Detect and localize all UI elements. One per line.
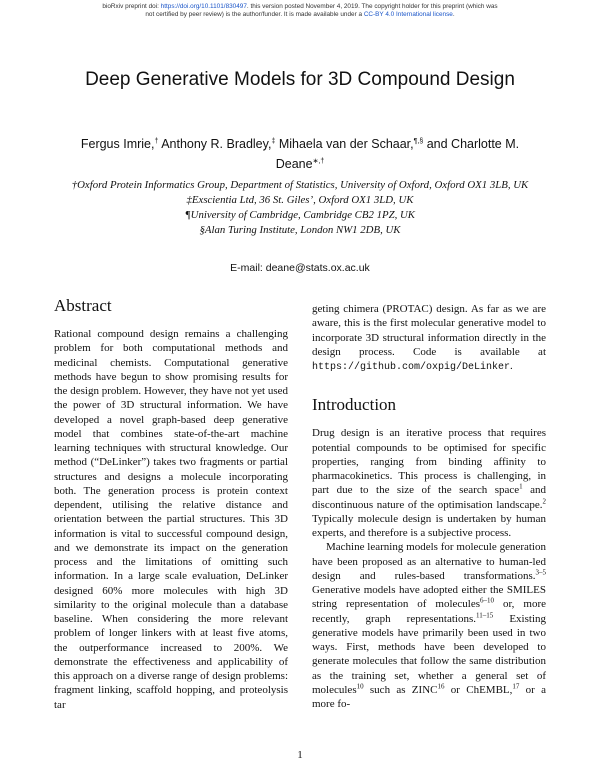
preprint-text-2: . this version posted November 4, 2019. The copyright holder for this preprint (which was [246,3,498,10]
intro-text: Existing generative models have primarily been used in two ways. First, methods have been developed to generate molecules that follow the same distribution as the training set, whether a general set of molecules [312,612,546,696]
abstract-continued [312,302,546,375]
contact-email: E-mail: deane@stats.ox.ac.uk [230,262,370,274]
intro-text: or, more recently, graph representations. [312,598,546,625]
preprint-text-3: not certified by peer review) is the author/funder. It is made available under a [145,11,364,18]
abstract-text: Rational compound design remains a challenging problem for both computational methods and medicinal chemists. Computational generative methods have begun to show promising results for the design problem. However, they have not yet used the power of 3D structural information. We have developed a novel graph-based deep generative model that combines state-of-the-art machine learning techniques with structural knowledge. Our method (“DeLinker”) takes two fragments or partial structures and designs a molecule incorporating both. The generation process is protein context dependent, utilising the relative distance and orientation between the partial structures. This 3D information is vital to successful compound design, and we demonstrate its impact on the generation process and the limitations of omitting such information. In a large scale evaluation, DeLinker designed 60% more molecules with high 3D similarity to the original molecule than a database baseline. When considering the more relevant problem of longer linkers with at least five atoms, the outperformance increased to 200%. We demonstrate the effectiveness and applicability of this approach on a diverse range of design problems: fragment linking, scaffold hopping, and proteolysis tar [54,328,288,711]
affiliation: ‡Exscientia Ltd, 36 St. Giles’, Oxford OX1 3LD, UK [186,194,414,206]
author-imrie: Fergus Imrie, [80,137,155,152]
code-url[interactable]: https://github.com/oxpig/DeLinker [312,362,511,373]
abstract-end: . [510,360,513,372]
intro-text: Generative models have adopted either the SMILES string representation of molecules [312,584,546,611]
introduction-heading: Introduction [312,395,397,415]
page-number: 1 [297,749,303,761]
paper-title: Deep Generative Models for 3D Compound Design [85,69,515,90]
citation[interactable]: 2 [542,496,546,505]
intro-text: or ChEMBL, [444,683,513,696]
citation[interactable]: 1 [519,482,523,491]
author-bradley: Anthony R. Bradley, [158,137,272,152]
intro-paragraph-1 [312,426,546,540]
citation[interactable]: 10 [356,682,364,691]
license-link[interactable]: CC-BY 4.0 International license [363,11,453,18]
author-van-der-schaar: Mihaela van der Schaar, [275,137,414,152]
intro-text: or a more fo- [312,683,547,710]
citation[interactable]: 11–15 [476,610,494,619]
author-mark: ‡ [271,138,276,145]
citation[interactable]: 16 [437,682,445,691]
affiliation: §Alan Turing Institute, London NW1 2DB, UK [199,224,401,236]
intro-text: and discontinuous nature of the optimisation landscape. [312,484,546,511]
preprint-text-4: . [452,11,455,18]
author-list [70,133,530,173]
affiliation: †Oxford Protein Informatics Group, Department of Statistics, University of Oxford, Oxford OX1 3LB, UK [71,179,529,191]
citation[interactable]: 3–5 [535,568,546,577]
author-mark: ¶,§ [413,138,424,145]
affiliation: ¶University of Cambridge, Cambridge CB2 1PZ, UK [185,209,415,221]
intro-text: Drug design is an iterative process that requires potential compounds to be optimised for specific properties, ranging from binding affinity to pharmacokinetics. This process is challenging, in part due to the size of the search space [312,427,546,497]
preprint-notice [40,3,560,19]
author-mark: † [154,138,159,145]
intro-text: such as ZINC [363,683,438,696]
intro-paragraph-2 [312,540,546,711]
abstract-heading: Abstract [54,296,112,315]
doi-link[interactable]: https://doi.org/10.1101/830497 [160,3,247,10]
author-deane: and Charlotte M. Deane [275,137,520,172]
abstract-continued-text: geting chimera (PROTAC) design. As far as we are aware, this is the first molecular generative model to incorporate 3D structural information directly in the design process. Code is available at [312,303,546,358]
intro-text: Typically molecule design is undertaken by human experts, and therefore is a subjective process. [312,512,546,539]
preprint-text-1: bioRxiv preprint doi: [102,3,161,10]
left-column [54,296,288,712]
intro-text: Machine learning models for molecule generation have been proposed as an alternative to human-led design and rules-based transformations. [312,541,546,582]
citation[interactable]: 17 [512,682,520,691]
citation[interactable]: 6–10 [480,596,494,605]
affiliations [60,178,540,238]
right-column [312,302,546,711]
author-mark: ∗,† [312,158,325,166]
